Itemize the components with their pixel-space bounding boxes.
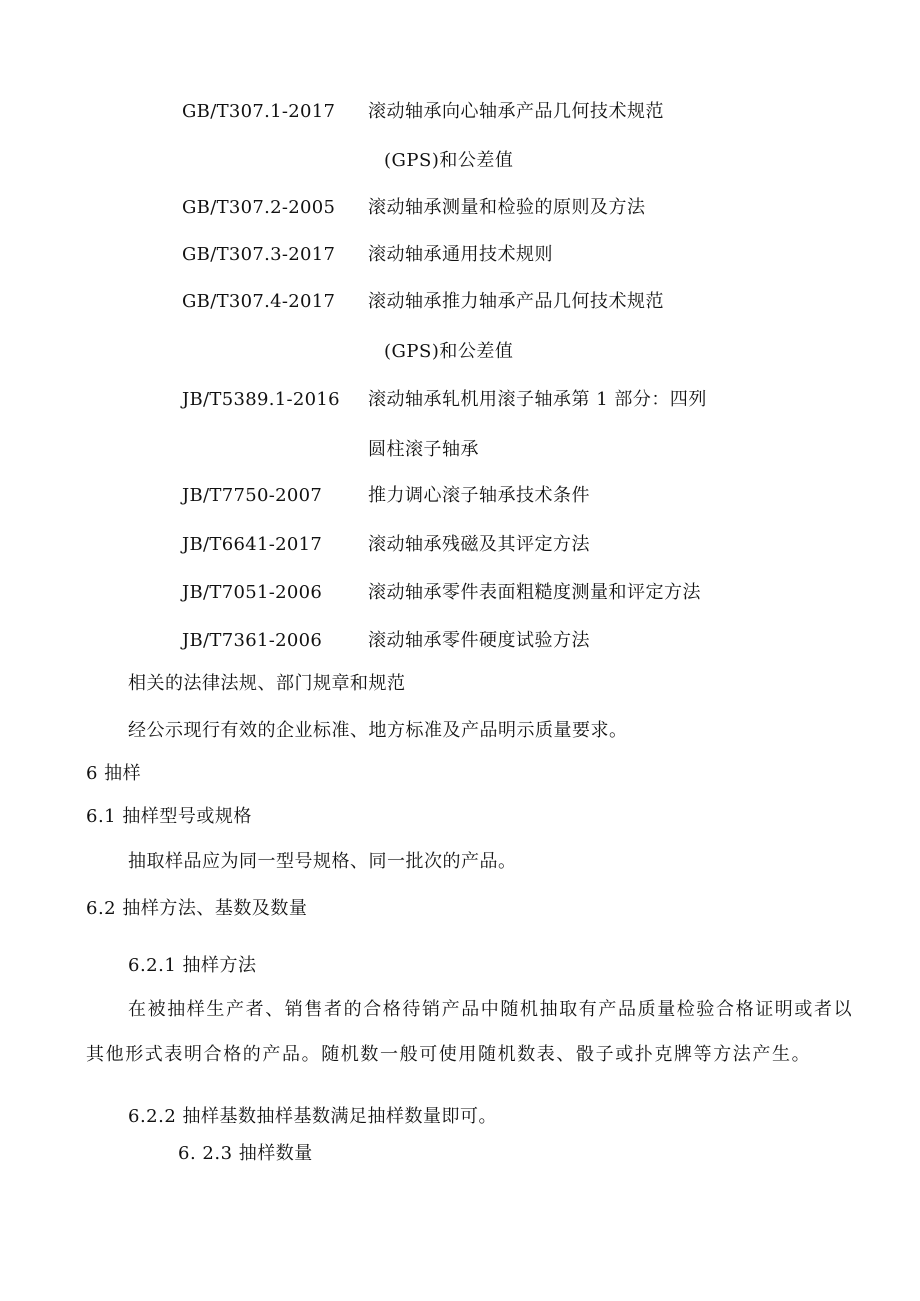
section-heading-6-2-1: 6.2.1 抽样方法 [128, 955, 257, 976]
standard-code: GB/T307.3-2017 [182, 244, 336, 265]
paragraph-6-2-1-line2: 其他形式表明合格的产品。随机数一般可使用随机数表、骰子或扑克牌等方法产生。 [86, 1044, 812, 1065]
paragraph-6-1: 抽取样品应为同一型号规格、同一批次的产品。 [128, 851, 517, 872]
standard-code: JB/T7750-2007 [182, 485, 323, 506]
standard-title: 滚动轴承向心轴承产品几何技术规范 [368, 101, 664, 122]
standard-code: GB/T307.1-2017 [182, 101, 336, 122]
standard-title-continuation: (GPS)和公差值 [384, 341, 514, 362]
standard-code: JB/T7361-2006 [182, 630, 323, 651]
section-heading-6: 6 抽样 [86, 763, 142, 784]
section-heading-6-1: 6.1 抽样型号或规格 [86, 806, 252, 827]
standard-code: GB/T307.4-2017 [182, 291, 336, 312]
standard-code: JB/T6641-2017 [182, 534, 323, 555]
standard-title: 滚动轴承推力轴承产品几何技术规范 [368, 291, 664, 312]
standard-title: 推力调心滚子轴承技术条件 [368, 485, 590, 506]
section-heading-6-2-3: 6. 2.3 抽样数量 [178, 1143, 313, 1164]
standard-title-continuation: (GPS)和公差值 [384, 150, 514, 171]
standard-code: JB/T7051-2006 [182, 582, 323, 603]
paragraph-6-2-1-line1: 在被抽样生产者、销售者的合格待销产品中随机抽取有产品质量检验合格证明或者以 [128, 999, 854, 1020]
standard-title: 滚动轴承零件硬度试验方法 [368, 630, 590, 651]
standard-code: JB/T5389.1-2016 [182, 389, 340, 410]
standard-title: 滚动轴承测量和检验的原则及方法 [368, 197, 646, 218]
standard-title: 滚动轴承通用技术规则 [368, 244, 553, 265]
standard-title-continuation: 圆柱滚子轴承 [368, 439, 479, 460]
section-heading-6-2: 6.2 抽样方法、基数及数量 [86, 898, 308, 919]
standard-code: GB/T307.2-2005 [182, 197, 336, 218]
standard-title: 滚动轴承零件表面粗糙度测量和评定方法 [368, 582, 701, 603]
paragraph-public-standards: 经公示现行有效的企业标准、地方标准及产品明示质量要求。 [128, 720, 628, 741]
standard-title: 滚动轴承轧机用滚子轴承第 1 部分：四列 [368, 389, 707, 410]
section-heading-6-2-2: 6.2.2 抽样基数抽样基数满足抽样数量即可。 [128, 1106, 498, 1127]
paragraph-laws: 相关的法律法规、部门规章和规范 [128, 673, 406, 694]
standard-title: 滚动轴承残磁及其评定方法 [368, 534, 590, 555]
